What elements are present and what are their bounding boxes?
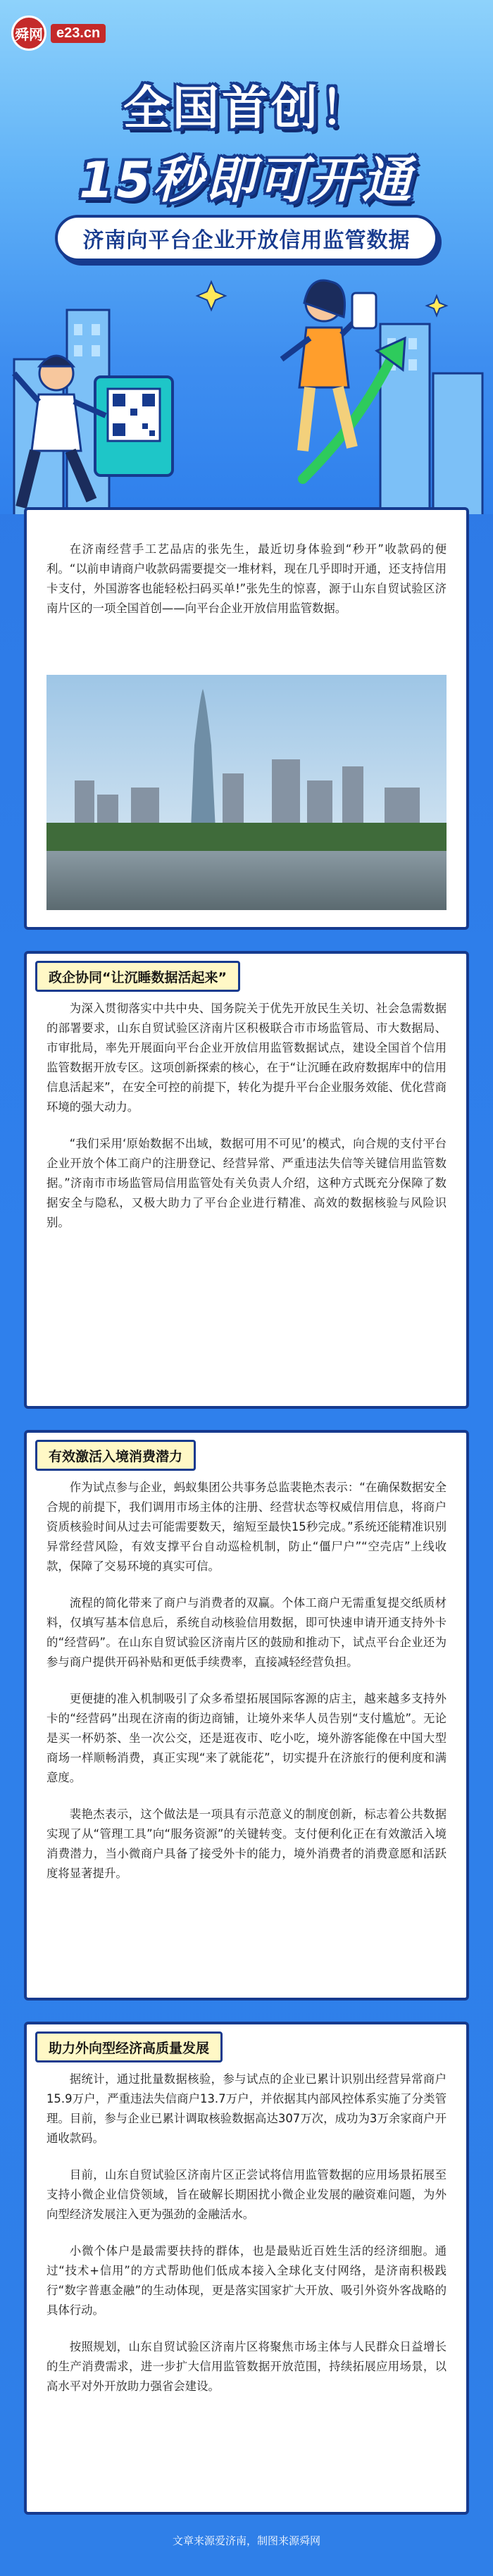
- headline-line-1: 全国首创！: [123, 81, 370, 135]
- woman-figure: [282, 280, 376, 451]
- intro-card: [24, 507, 469, 930]
- section-card-economy: [24, 2022, 469, 2515]
- hero-illustration: [0, 268, 493, 514]
- section-paragraph: 作为试点参与企业，蚂蚁集团公共事务总监裴艳杰表示：“在确保数据安全合规的前提下，我们调用市场主体的注册、经营状态等权威信用信息，将商户资质核验时间从过去可能需要数天，缩短至最快15秒完成。”系统还能精准识别异常经营风险，有效支撑平台自动巡检机制，防止“僵尸户”“空壳店”上线收款，保障了交易环境的真实可信。: [46, 1481, 447, 1573]
- section-title-tag: 有效激活入境消费潜力: [35, 1440, 196, 1471]
- section-title-tag: 助力外向型经济高质量发展: [35, 2031, 223, 2062]
- section-card-policy: [24, 951, 469, 1409]
- section-card-consumption: [24, 1430, 469, 2001]
- logo-seal-text: 舜网: [15, 25, 43, 43]
- logo-seal: [11, 15, 46, 51]
- section-paragraph: 据统计，通过批量数据核验，参与试点的企业已累计识别出经营异常商户15.9万户，严重违法失信商户13.7万户，并依据其内部风控体系实施了分类管理。目前，参与企业已累计调取核验数据高达307万次，成功为3万余家商户开通收款码。: [46, 2072, 447, 2145]
- subtitle-banner: [55, 215, 438, 261]
- headline-line-2: 15秒即可开通: [79, 151, 414, 209]
- section-paragraph: 为深入贯彻落实中共中央、国务院关于优先开放民生关切、社会急需数据的部署要求，山东自贸试验区济南片区积极联合市市场监管局、市大数据局、市审批局，率先开展面向平台企业开放信用监管数据试点，建设全国首个信用监管数据开放专区。这项创新探索的核心，在于“让沉睡在政府数据库中的信用信息活起来”，在安全可控的前提下，转化为提升平台企业服务效能、优化营商环境的强大动力。: [46, 1002, 447, 1114]
- section-paragraph: 更便捷的准入机制吸引了众多希望拓展国际客源的店主，越来越多支持外卡的“经营码”出现在济南的街边商铺，让境外来华人员告别“支付尴尬”。无论是买一杯奶茶、坐一次公交，还是逛夜市、吃小吃，境外游客能像在中国大型商场一样顺畅消费，真正实现“来了就能花”，切实提升在济旅行的便利度和满意度。: [46, 1692, 447, 1784]
- section-paragraph: 目前，山东自贸试验区济南片区正尝试将信用监管数据的应用场景拓展至支持小微企业信贷领域，旨在破解长期困扰小微企业发展的融资难问题，为外向型经济发展注入更为强劲的金融活水。: [46, 2168, 447, 2221]
- logo-site-text: e23.cn: [51, 24, 106, 43]
- footer-credits: 文章来源爱济南，制图来源舜网: [172, 2534, 320, 2547]
- hero-banner: [0, 0, 493, 514]
- section-paragraph: “我们采用‘原始数据不出域，数据可用不可见’的模式，向合规的支付平台企业开放个体工商户的注册登记、经营异常、严重违法失信等关键信用监管数据。”济南市市场监管局信用监管处有关负责人介绍，这种方式既充分保障了数据安全与隐私，又极大助力了平台企业进行精准、高效的数据核验与风险识别。: [46, 1137, 447, 1229]
- section-paragraph: 流程的简化带来了商户与消费者的双赢。个体工商户无需重复提交纸质材料，仅填写基本信息后，系统自动核验信用数据，即可快速申请开通支持外卡的“经营码”。在山东自贸试验区济南片区的鼓励和推动下，试点平台企业还为参与商户提供开码补贴和更低手续费率，直接减轻经营负担。: [46, 1596, 447, 1669]
- section-paragraph: 按照规划，山东自贸试验区济南片区将聚焦市场主体与人民群众日益增长的生产消费需求，进一步扩大信用监管数据开放范围，持续拓展应用场景，以高水平对外开放助力强省会建设。: [46, 2340, 447, 2393]
- section-paragraph: 小微个体户是最需要扶持的群体，也是最贴近百姓生活的经济细胞。通过“技术+信用”的方式帮助他们低成本接入全球化支付网络，是济南积极践行“数字普惠金融”的生动体现，更是落实国家扩大开放、吸引外资外客战略的具体行动。: [46, 2244, 447, 2317]
- city-skyline-photo: [46, 675, 447, 910]
- intro-paragraph: 在济南经营手工艺品店的张先生，最近切身体验到“秒开”收款码的便利。“以前申请商户收款码需要提交一堆材料，现在几乎即时开通，还支持信用卡支付，外国游客也能轻松扫码买单!”张先生的惊喜，源于山东自贸试验区济南片区的一项全国首创——向平台企业开放信用监管数据。: [46, 542, 447, 615]
- section-title-tag: 政企协同“让沉睡数据活起来”: [35, 961, 240, 992]
- site-logo[interactable]: [11, 15, 106, 51]
- section-paragraph: 裴艳杰表示，这个做法是一项具有示范意义的制度创新，标志着公共数据实现了从“管理工具”向“服务资源”的关键转变。支付便利化正在有效激活入境消费潜力，当小微商户具备了接受外卡的能力，境外消费者的消费意愿和活跃度将显著提升。: [46, 1807, 447, 1880]
- subtitle-text: 济南向平台企业开放信用监管数据: [82, 228, 411, 253]
